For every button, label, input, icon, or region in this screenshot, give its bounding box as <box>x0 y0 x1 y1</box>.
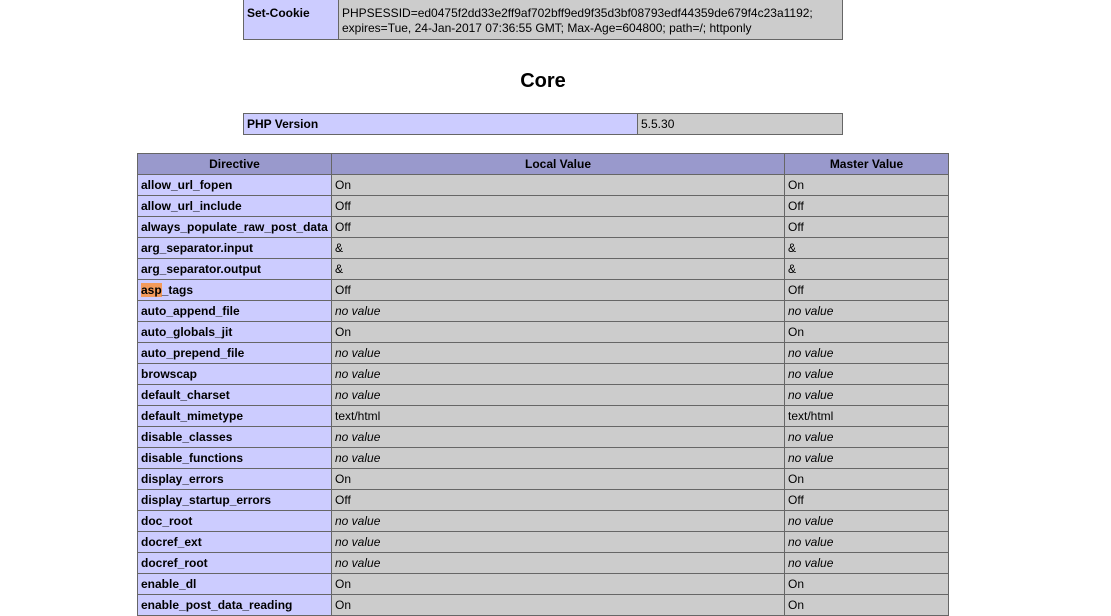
local-value: On <box>332 595 785 616</box>
master-value: & <box>785 238 949 259</box>
master-value: no value <box>785 385 949 406</box>
master-value: no value <box>785 364 949 385</box>
local-value: Off <box>332 280 785 301</box>
directive-name: auto_globals_jit <box>138 322 332 343</box>
directive-name: auto_prepend_file <box>138 343 332 364</box>
master-value: no value <box>785 427 949 448</box>
master-value: Off <box>785 217 949 238</box>
cookie-name: Set-Cookie <box>244 0 339 40</box>
table-row <box>138 301 949 322</box>
table-row <box>138 595 949 616</box>
local-value: no value <box>332 532 785 553</box>
php-version-table <box>243 113 843 135</box>
table-row <box>138 364 949 385</box>
directive-name: default_charset <box>138 385 332 406</box>
directive-name: disable_functions <box>138 448 332 469</box>
local-value: Off <box>332 217 785 238</box>
table-row <box>138 574 949 595</box>
directive-name: display_errors <box>138 469 332 490</box>
directive-name: display_startup_errors <box>138 490 332 511</box>
local-value: On <box>332 469 785 490</box>
table-row <box>138 469 949 490</box>
table-row <box>138 259 949 280</box>
table-row <box>138 217 949 238</box>
core-directives-table <box>137 153 949 616</box>
directive-name-rest: _tags <box>161 282 194 297</box>
master-value: Off <box>785 490 949 511</box>
master-value: no value <box>785 532 949 553</box>
header-local-value: Local Value <box>332 154 785 175</box>
master-value: On <box>785 175 949 196</box>
local-value: no value <box>332 385 785 406</box>
master-value: no value <box>785 511 949 532</box>
table-row <box>138 490 949 511</box>
local-value: On <box>332 175 785 196</box>
directive-name <box>138 280 332 301</box>
local-value: & <box>332 238 785 259</box>
local-value: no value <box>332 301 785 322</box>
local-value: no value <box>332 364 785 385</box>
table-row <box>138 343 949 364</box>
local-value: no value <box>332 553 785 574</box>
local-value: no value <box>332 511 785 532</box>
local-value: On <box>332 322 785 343</box>
php-version-value: 5.5.30 <box>638 114 843 135</box>
directive-name: browscap <box>138 364 332 385</box>
php-version-label: PHP Version <box>244 114 638 135</box>
local-value: no value <box>332 427 785 448</box>
master-value: Off <box>785 196 949 217</box>
table-row <box>138 238 949 259</box>
cookie-value <box>339 0 843 40</box>
master-value: no value <box>785 301 949 322</box>
master-value: On <box>785 322 949 343</box>
table-row <box>138 406 949 427</box>
master-value: no value <box>785 448 949 469</box>
table-row <box>138 553 949 574</box>
table-row <box>138 196 949 217</box>
directive-name: docref_ext <box>138 532 332 553</box>
local-value: no value <box>332 343 785 364</box>
directive-name: allow_url_include <box>138 196 332 217</box>
table-row <box>138 532 949 553</box>
master-value: Off <box>785 280 949 301</box>
directive-name: enable_dl <box>138 574 332 595</box>
local-value: Off <box>332 196 785 217</box>
table-row <box>138 448 949 469</box>
master-value: On <box>785 595 949 616</box>
local-value: & <box>332 259 785 280</box>
directive-name: always_populate_raw_post_data <box>138 217 332 238</box>
cookie-value-line2: expires=Tue, 24-Jan-2017 07:36:55 GMT; Max-Age=604800; path=/; httponly <box>342 21 752 35</box>
local-value: On <box>332 574 785 595</box>
cookie-value-line1: PHPSESSID=ed0475f2dd33e2ff9af702bff9ed9f35d3bf08793edf44359de679f4c23a1192; <box>342 6 813 20</box>
header-master-value: Master Value <box>785 154 949 175</box>
table-row <box>138 511 949 532</box>
local-value: Off <box>332 490 785 511</box>
table-header-row <box>138 154 949 175</box>
directive-name: arg_separator.output <box>138 259 332 280</box>
cookie-row <box>244 0 843 40</box>
local-value: no value <box>332 448 785 469</box>
master-value: On <box>785 574 949 595</box>
directive-name: arg_separator.input <box>138 238 332 259</box>
header-directive: Directive <box>138 154 332 175</box>
master-value: & <box>785 259 949 280</box>
directive-name: docref_root <box>138 553 332 574</box>
table-row <box>138 280 949 301</box>
table-row <box>138 175 949 196</box>
directive-name: auto_append_file <box>138 301 332 322</box>
php-version-row <box>244 114 843 135</box>
master-value: no value <box>785 553 949 574</box>
table-row <box>138 322 949 343</box>
table-row <box>138 385 949 406</box>
search-highlight: asp <box>141 282 162 297</box>
master-value: On <box>785 469 949 490</box>
directive-name: allow_url_fopen <box>138 175 332 196</box>
directive-name: doc_root <box>138 511 332 532</box>
master-value: no value <box>785 343 949 364</box>
master-value: text/html <box>785 406 949 427</box>
directive-name: disable_classes <box>138 427 332 448</box>
local-value: text/html <box>332 406 785 427</box>
section-title: Core <box>520 70 566 92</box>
cookie-table <box>243 0 843 40</box>
table-row <box>138 427 949 448</box>
directive-name: enable_post_data_reading <box>138 595 332 616</box>
directive-name: default_mimetype <box>138 406 332 427</box>
